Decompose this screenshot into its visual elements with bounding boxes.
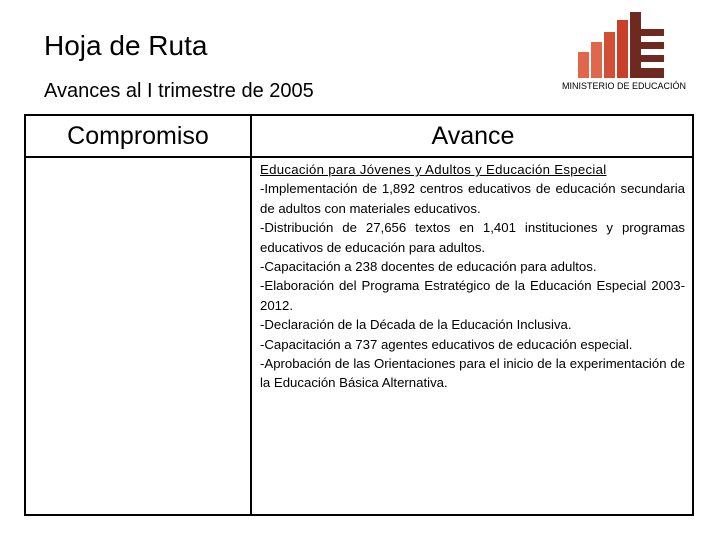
avance-item: -Capacitación a 238 docentes de educación para adultos. — [260, 259, 597, 275]
avance-item: -Implementación de 1,892 centros educativos de educación secundaria de adultos con materiales educativos. — [260, 181, 685, 216]
logo-stripe-3 — [641, 55, 664, 62]
logo-bar-2 — [591, 42, 602, 78]
logo-bar-5 — [630, 12, 641, 78]
logo-bar-1 — [578, 52, 589, 78]
logo-bar-3 — [604, 32, 615, 78]
ministry-label: MINISTERIO DE EDUCACIÓN — [562, 81, 687, 91]
slide-title: Hoja de Ruta — [44, 30, 208, 61]
avance-cell — [260, 160, 685, 393]
table-header-divider — [24, 156, 694, 158]
logo-bar-4 — [617, 20, 628, 78]
ministry-logo-icon — [578, 12, 664, 78]
header-compromiso: Compromiso — [67, 121, 209, 150]
logo-stripe-4 — [641, 68, 664, 78]
avance-item: -Elaboración del Programa Estratégico de la Educación Especial 2003-2012. — [260, 278, 685, 313]
table-column-divider — [250, 114, 252, 516]
avance-heading: Educación para Jóvenes y Adultos y Educación Especial — [260, 162, 607, 177]
logo-stripe-2 — [641, 42, 664, 49]
logo-stripe-1 — [641, 29, 664, 36]
slide-subtitle: Avances al I trimestre de 2005 — [44, 80, 314, 102]
header-avance: Avance — [431, 121, 515, 150]
avance-item: -Declaración de la Década de la Educación Inclusiva. — [260, 317, 572, 333]
avance-item: -Aprobación de las Orientaciones para el inicio de la experimentación de la Educación Básica Alternativa. — [260, 356, 685, 391]
avance-item: -Distribución de 27,656 textos en 1,401 instituciones y programas educativos de educación para adultos. — [260, 220, 685, 255]
avance-item: -Capacitación a 737 agentes educativos de educación especial. — [260, 336, 633, 352]
